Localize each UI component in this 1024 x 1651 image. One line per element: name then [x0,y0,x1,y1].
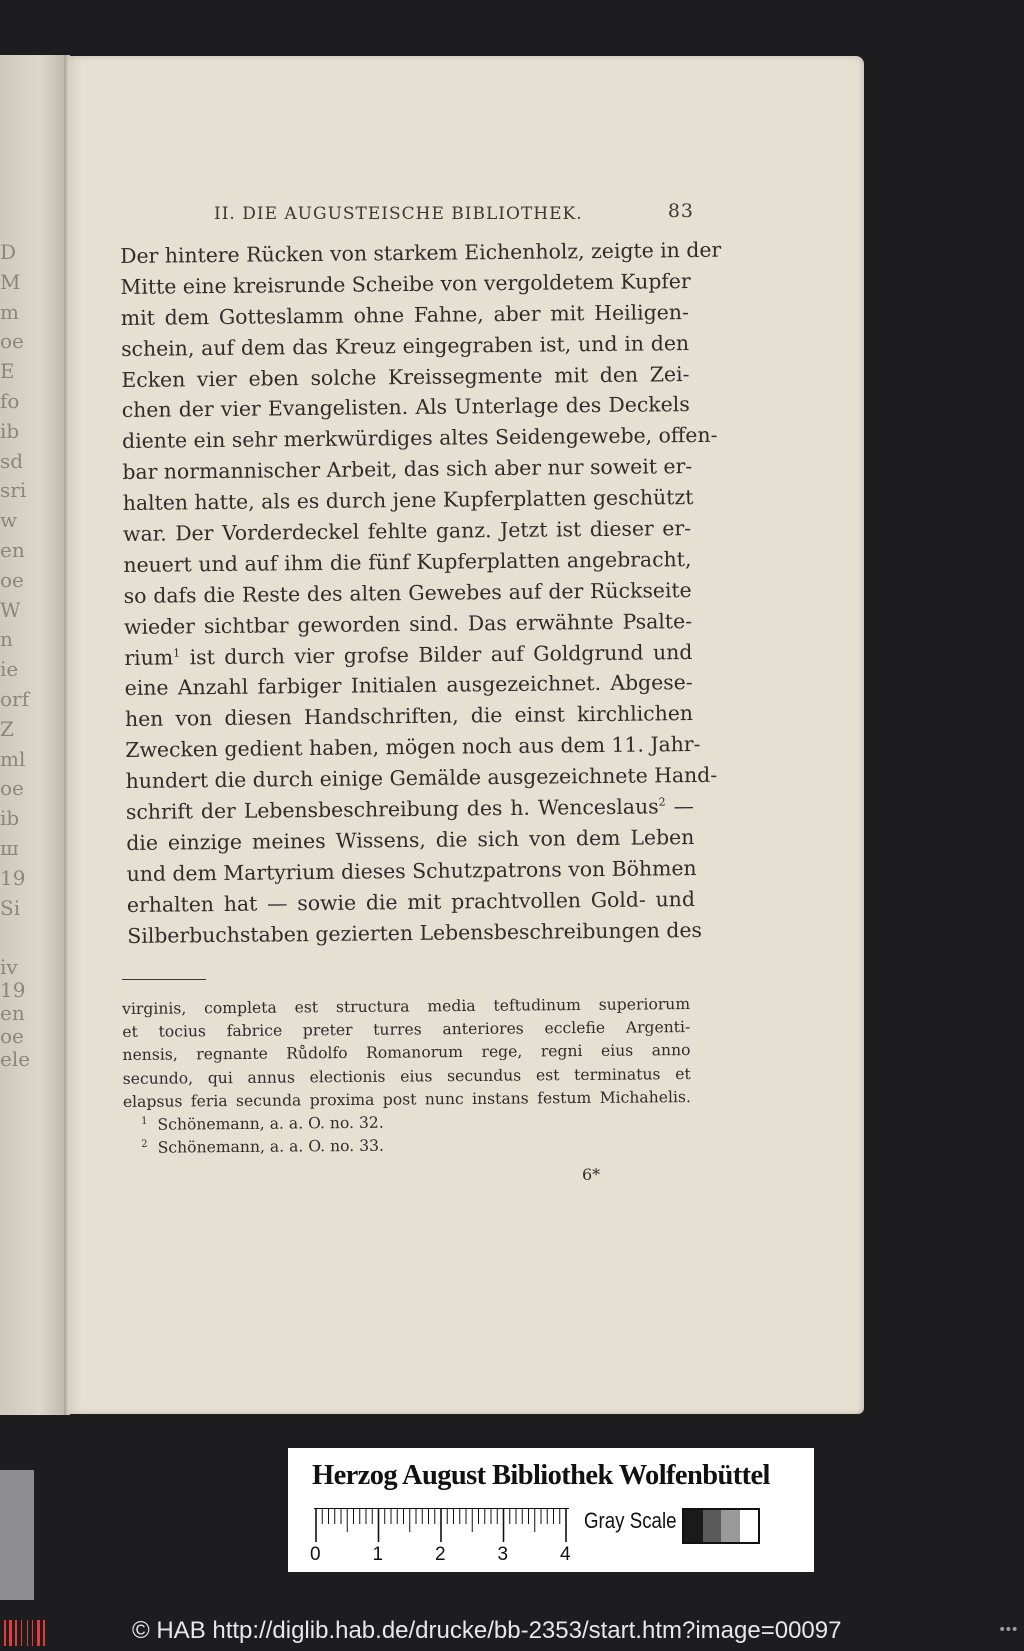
footnote-line: elapsus feria secunda proxima post nunc instans festum Michahelis. [122,1087,691,1111]
left-page-fragment: iv [0,955,18,979]
body-line-text: schein, auf dem das Kreuz eingegraben ist, und in den [121,330,690,361]
left-page-fragment: n [0,627,13,652]
logo-bar [13,1620,14,1646]
footnote-line: virginis, completa est structura media teftudinum superiorum [122,995,691,1018]
logo-bar [21,1620,22,1646]
grayscale-swatch [740,1510,759,1542]
left-page-fragment: 19 [0,978,26,1002]
left-page-fragment: D [0,240,17,264]
body-line-text: war. Der Vorderdeckel fehlte ganz. Jetzt ist dieser er- [122,516,692,546]
hab-barcode-logo-icon[interactable] [4,1618,46,1648]
body-line-text: erhalten hat — sowie die mit prachtvollen Gold- und [126,886,696,917]
grayscale-swatch [684,1510,703,1542]
more-dots-icon[interactable]: ••• [998,1622,1017,1638]
body-line-text: halten hatte, als es durch jene Kupferplatten geschützt [122,485,694,516]
footnotes [122,993,691,1160]
ruler [314,1508,569,1542]
footnote-marker: 2 [658,795,666,809]
running-head [214,200,694,228]
left-page-fragment: oe [0,329,24,354]
body-line-text: Mitte eine kreisrunde Scheibe von vergoldetem Kupfer [120,268,691,299]
body-line-text: wieder sichtbar geworden sind. Das erwähnte Psalte- [123,608,693,639]
left-page-fragment: fo [0,389,20,413]
library-name: Herzog August Bibliothek Wolfenbüttel [312,1460,770,1491]
grayscale-swatch [721,1510,740,1542]
footnote-rule [122,979,206,980]
left-page-fragment: Z [0,716,14,741]
body-line-text: diente ein sehr merkwürdiges altes Seidengewebe, offen- [121,423,718,454]
left-page-fragment: E [0,359,15,384]
logo-bar [29,1620,31,1646]
left-page-fragment: ele [0,1047,31,1071]
left-page-fragment: orf [0,687,30,711]
logo-bar [23,1620,26,1646]
body-line-text: eine Anzahl farbiger Initialen ausgezeichnet. Abgese- [124,670,693,701]
left-page-fragment: oe [0,567,24,592]
left-page-fragment: 19 [0,865,26,890]
left-page-fragment: Si [0,895,21,920]
body-line-text: Zwecken gedient haben, mögen noch aus dem 11. Jahr- [125,732,701,763]
grayscale-bar [682,1508,760,1544]
grayscale-label: Gray Scale [584,1508,677,1533]
running-head-title: II. DIE AUGUSTEISCHE BIBLIOTHEK. [214,204,583,224]
left-page-fragment: ie [0,657,19,682]
footnote-number: 1 [141,1115,148,1127]
left-facing-page [0,55,66,1415]
logo-bar [15,1620,17,1646]
ruler-label: 3 [497,1544,509,1565]
left-page-fragment: oe [0,1024,24,1048]
page-number: 83 [667,200,694,222]
logo-bar [37,1620,40,1646]
left-page-fragment: oe [0,776,24,801]
body-line-text: rium [124,645,174,670]
left-page-fragment: en [0,538,25,562]
left-page-tab [0,1470,34,1600]
body-line-text: und dem Martyrium dieses Schutzpatrons von Böhmen [126,855,697,886]
body-line [127,915,703,952]
left-page-fragment: W [0,597,21,622]
logo-bar [4,1620,6,1646]
footnote-text: Schönemann, a. a. O. no. 32. [157,1113,384,1134]
left-page-fragment: sd [0,448,24,473]
footer-bar [0,1614,1024,1651]
body-line-text: hen von diesen Handschriften, die einst kirchlichen [124,701,694,732]
ruler-label: 2 [435,1544,446,1565]
logo-bar [41,1620,42,1646]
logo-bar [32,1620,33,1646]
ruler-label: 4 [560,1544,571,1565]
left-page-fragment: m [0,299,19,324]
ruler-label: 0 [310,1544,321,1565]
grayscale-swatch [703,1510,722,1542]
left-page-fragment: w [0,508,18,533]
footnote-text: Schönemann, a. a. O. no. 33. [157,1136,385,1157]
logo-bar [27,1620,28,1646]
footnote-line: nensis, regnante Růdolfo Romanorum rege, regni eius anno [122,1041,691,1065]
left-page-fragment: ib [0,806,20,831]
body-line-text: bar normannischer Arbeit, das sich aber nur soweit er- [122,454,693,485]
left-page-fragment: sri [0,478,27,503]
footnote-marker: 1 [172,646,181,660]
body-line-text: Silberbuchstaben gezierten Lebensbeschreibungen des [127,917,703,948]
body-line-text: mit dem Gotteslamm ohne Fahne, aber mit Heiligen- [120,299,689,330]
footnote-number: 2 [141,1138,148,1150]
body-line-text: neuert und auf ihm die fünf Kupferplatten angebracht, [123,546,692,577]
footnote-line: et tocius fabrice preter turres anteriores ecclefie Argenti- [122,1018,691,1042]
left-page-fragment: ш [0,836,19,860]
logo-bar [9,1620,12,1646]
footnote [123,1132,691,1160]
body-line-text: schrift der Lebensbeschreibung des h. Wenceslaus [125,794,659,824]
logo-bar [43,1620,45,1646]
body-line-text: hundert die durch einige Gemälde ausgezeichnete Hand- [125,762,718,794]
logo-bar [18,1620,20,1646]
footnote-line: secundo, qui annus electionis eius secundus est terminatus et [122,1064,691,1088]
body-line-text: Ecken vier eben solche Kreissegmente mit den Zei- [121,361,690,392]
body-line-text: chen der vier Evangelisten. Als Unterlage des Deckels [121,392,690,423]
ruler-label: 1 [372,1544,384,1565]
ruler-labels [310,1544,580,1566]
body-text [120,235,722,951]
signature-mark: 6* [582,1165,601,1184]
body-line-text: Der hintere Rücken von starkem Eichenholz, zeigte in der [120,237,722,268]
body-line-text: die einzige meines Wissens, die sich von dem Leben [126,824,695,855]
logo-bar [7,1620,8,1646]
body-line-text: ist durch vier grofse Bilder auf Goldgrund und [179,639,693,669]
copyright-link[interactable]: © HAB http://diglib.hab.de/drucke/bb-2353/start.htm?image=00097 [132,1617,842,1644]
body-line-text: so dafs die Reste des alten Gewebes auf der Rückseite [123,577,692,608]
left-page-fragment: M [0,269,21,294]
left-page-fragment: ml [0,746,26,771]
logo-bar [34,1620,36,1646]
left-page-fragment: en [0,1001,25,1025]
left-page-fragment: ib [0,418,20,443]
body-line-text: — [665,794,695,819]
scale-card [288,1448,814,1572]
